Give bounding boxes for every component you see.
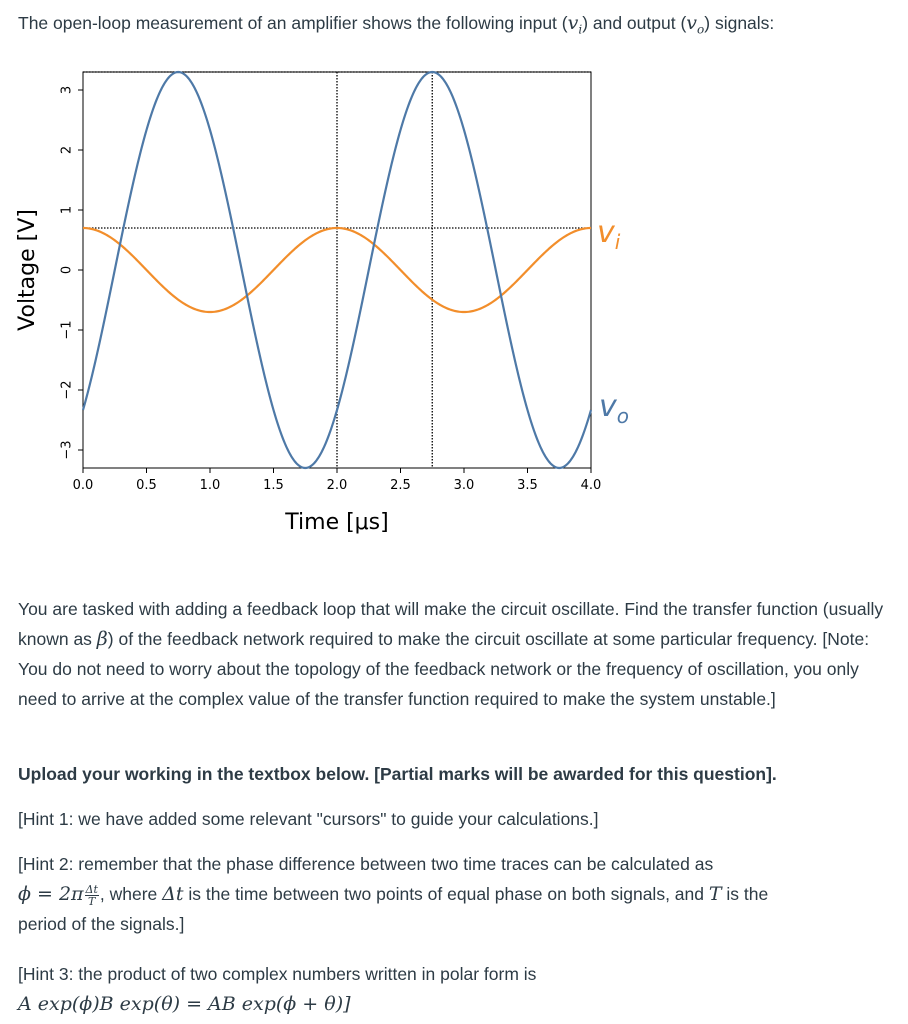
x-tick-label: 0.5 <box>136 478 157 493</box>
x-axis-label: Time [μs] <box>285 510 389 535</box>
hint-3-formula: A exp(ϕ)B exp(θ) = AB exp(ϕ + θ)] <box>18 993 351 1015</box>
y-tick-label: 1 <box>59 205 75 215</box>
y-tick-label: −3 <box>59 440 75 460</box>
x-tick-label: 0.0 <box>72 478 94 493</box>
vi-curve-label: $v_i$ <box>597 215 621 254</box>
y-tick-label: −1 <box>59 320 75 340</box>
vo-curve-label: $v_o$ <box>599 389 630 428</box>
hint-2-line-3: period of the signals.] <box>18 914 185 934</box>
hint-1: [Hint 1: we have added some relevant "cursors" to guide your calculations.] <box>18 809 599 829</box>
x-tick-label: 1.0 <box>199 478 221 493</box>
y-tick-label: 3 <box>59 85 75 95</box>
hint-3-line-1: [Hint 3: the product of two complex numbers written in polar form is <box>18 964 537 984</box>
signal-chart <box>0 48 908 548</box>
x-tick-label: 1.5 <box>263 478 284 493</box>
x-tick-label: 3.5 <box>517 478 538 493</box>
x-tick-label: 3.0 <box>453 478 475 493</box>
hint-2-line-1: [Hint 2: remember that the phase difference between two time traces can be calculated as <box>18 854 714 874</box>
task-paragraph: You are tasked with adding a feedback loop that will make the circuit oscillate. Find the transfer function (usually known as β) of the feedback network required to make the circuit oscillate at some particular frequency. [Note: You do not need to worry about the topology of the feedback network or the frequency of oscillation, you only need to arrive at the complex value of the transfer function required to make the system unstable.] <box>18 599 884 709</box>
x-tick-label: 4.0 <box>580 478 602 493</box>
intro-text: The open-loop measurement of an amplifier shows the following input $(v_i)$ and output $(v_o)$ signals: <box>18 12 775 37</box>
signal-chart-svg <box>0 48 908 548</box>
y-axis-label: Voltage [V] <box>15 209 40 331</box>
y-tick-label: 2 <box>59 145 75 155</box>
delta-t-over-T-fraction: $\frac{\Delta t}{T}$ <box>85 882 98 908</box>
x-tick-label: 2.0 <box>326 478 348 493</box>
x-tick-label: 2.5 <box>390 478 411 493</box>
hint-2 <box>18 849 894 939</box>
hint-3 <box>18 959 894 1019</box>
y-tick-label: −2 <box>59 380 75 400</box>
hint-2-formula-line: ϕ = 2π $\frac{\Delta t}{T}$ , where Δt is the time between two points of equal phase on both signals, and T is the <box>18 882 769 908</box>
upload-instruction: Upload your working in the textbox below. [Partial marks will be awarded for this question]. <box>18 764 777 784</box>
y-tick-label: 0 <box>59 265 75 275</box>
